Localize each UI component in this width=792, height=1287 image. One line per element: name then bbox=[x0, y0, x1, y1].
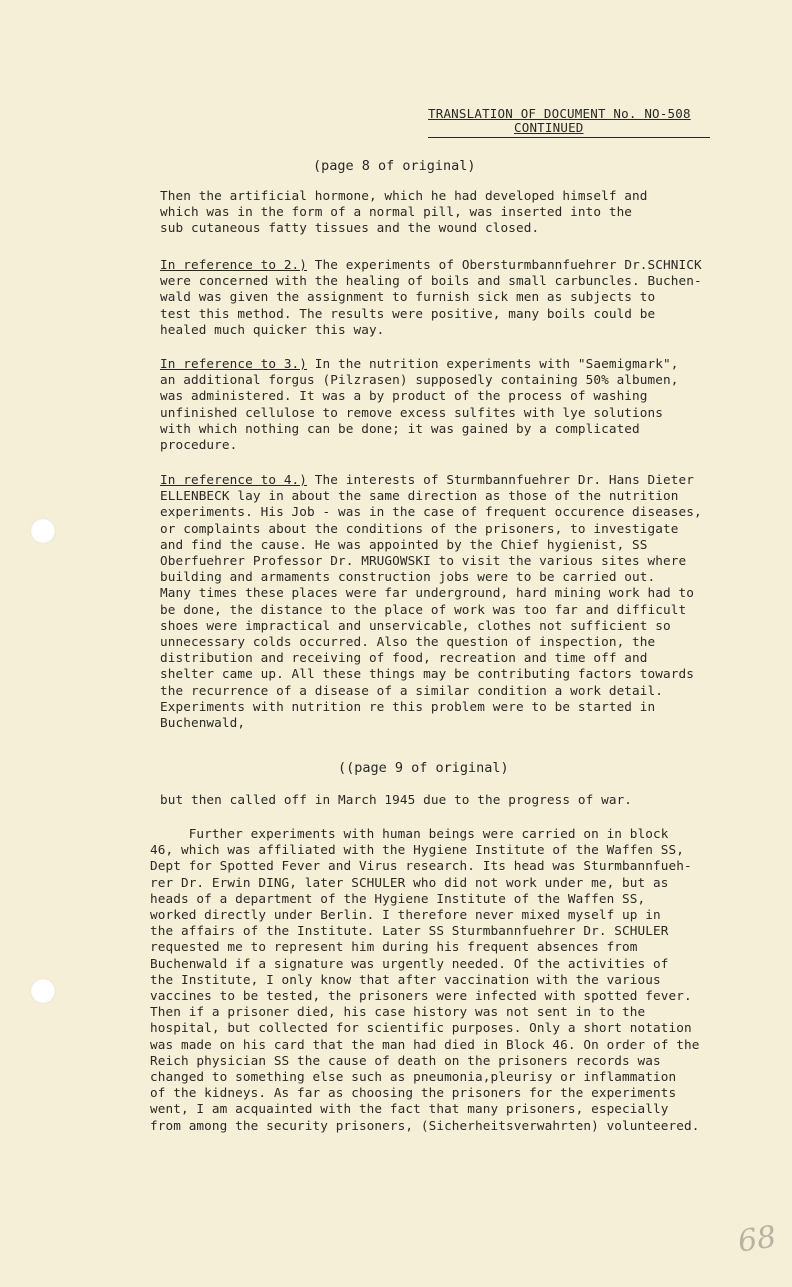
text-line: 46, which was affiliated with the Hygiene Institute of the Waffen SS, bbox=[150, 842, 684, 858]
text-line: unfinished cellulose to remove excess sulfites with lye solutions bbox=[160, 404, 664, 420]
text-line: shoes were impractical and unservicable, clothes not sufficient so bbox=[160, 617, 671, 633]
reference-heading: In reference to 3.) bbox=[160, 356, 308, 371]
text-line bbox=[160, 257, 743, 273]
text-line: with which nothing can be done; it was gained by a complicated bbox=[160, 420, 640, 436]
text-line: building and armaments construction jobs were to be carried out. bbox=[160, 569, 656, 585]
paragraph-1 bbox=[160, 188, 743, 237]
page-marker-9: ((page 9 of original) bbox=[338, 760, 509, 776]
text-line: worked directly under Berlin. I therefore never mixed myself up in bbox=[150, 907, 661, 923]
text-line: of the kidneys. As far as choosing the prisoners for the experiments bbox=[150, 1085, 677, 1101]
text-segment: In the nutrition experiments with "Saemigmark", bbox=[307, 356, 679, 371]
text-line: wald was given the assignment to furnish sick men as subjects to bbox=[160, 289, 656, 305]
text-line: Oberfuehrer Professor Dr. MRUGOWSKI to visit the various sites where bbox=[160, 553, 687, 569]
text-line: an additional forgus (Pilzrasen) supposedly containing 50% albumen, bbox=[160, 372, 679, 388]
text-line: distribution and receiving of food, recreation and time off and bbox=[160, 650, 648, 666]
text-line: unnecessary colds occurred. Also the question of inspection, the bbox=[160, 634, 656, 650]
document-header bbox=[428, 107, 713, 138]
text-line: the recurrence of a disease of a similar condition a work detail. bbox=[160, 682, 664, 698]
paragraph-reference-2 bbox=[160, 257, 743, 338]
text-line: were concerned with the healing of boils and small carbuncles. Buchen- bbox=[160, 273, 702, 289]
text-line: Then if a prisoner died, his case history was not sent in to the bbox=[150, 1004, 646, 1020]
text-line: but then called off in March 1945 due to the progress of war. bbox=[160, 792, 633, 807]
text-line: was made on his card that the man had died in Block 46. On order of the bbox=[150, 1036, 700, 1052]
paragraph-reference-3 bbox=[160, 356, 743, 453]
text-line: Buchenwald if a signature was urgently needed. Of the activities of bbox=[150, 955, 669, 971]
reference-heading: In reference to 4.) bbox=[160, 472, 308, 487]
text-line: rer Dr. Erwin DING, later SCHULER who did not work under me, but as bbox=[150, 874, 669, 890]
text-line: Then the artificial hormone, which he had developed himself and bbox=[160, 188, 648, 203]
text-segment: The experiments of Obersturmbannfuehrer Dr.SCHNICK bbox=[307, 257, 702, 272]
text-line bbox=[160, 472, 743, 488]
text-line: requested me to represent him during his frequent absences from bbox=[150, 939, 638, 955]
text-line: went, I am acquainted with the fact that many prisoners, especially bbox=[150, 1101, 669, 1117]
text-line: Dept for Spotted Fever and Virus research. Its head was Sturmbannfueh- bbox=[150, 858, 692, 874]
text-line: changed to something else such as pneumonia,pleurisy or inflammation bbox=[150, 1069, 677, 1085]
text-line: Many times these places were far underground, hard mining work had to bbox=[160, 585, 694, 601]
paragraph-6 bbox=[150, 826, 742, 1134]
text-line: which was in the form of a normal pill, was inserted into the bbox=[160, 204, 633, 220]
text-line: sub cutaneous fatty tissues and the wound closed. bbox=[160, 220, 540, 236]
text-line: the affairs of the Institute. Later SS Sturmbannfuehrer Dr. SCHULER bbox=[150, 923, 669, 939]
text-line: from among the security prisoners, (Sicherheitsverwahrten) volunteered. bbox=[150, 1117, 700, 1133]
punch-hole-top bbox=[30, 518, 56, 544]
header-continued: CONTINUED bbox=[514, 120, 584, 135]
text-line: ELLENBECK lay in about the same direction as those of the nutrition bbox=[160, 488, 679, 504]
text-line: hospital, but collected for scientific purposes. Only a short notation bbox=[150, 1020, 692, 1036]
text-line: Reich physician SS the cause of death on the prisoners records was bbox=[150, 1052, 661, 1068]
text-line: the Institute, I only know that after vaccination with the various bbox=[150, 971, 661, 987]
reference-heading: In reference to 2.) bbox=[160, 257, 308, 272]
text-segment: The interests of Sturmbannfuehrer Dr. Hans Dieter bbox=[307, 472, 694, 487]
text-line: Experiments with nutrition re this problem were to be started in bbox=[160, 698, 656, 714]
header-rule bbox=[428, 137, 710, 138]
header-title: TRANSLATION OF DOCUMENT No. NO-508 bbox=[428, 106, 691, 121]
text-line: Further experiments with human beings were carried on in block bbox=[150, 826, 669, 841]
text-line: or complaints about the conditions of the prisoners, to investigate bbox=[160, 520, 679, 536]
text-line: healed much quicker this way. bbox=[160, 321, 385, 337]
paragraph-reference-4 bbox=[160, 472, 743, 731]
text-line: experiments. His Job - was in the case of frequent occurence diseases, bbox=[160, 504, 702, 520]
text-line: Buchenwald, bbox=[160, 715, 246, 731]
punch-hole-bottom bbox=[30, 978, 56, 1004]
text-line: was administered. It was a by product of the process of washing bbox=[160, 388, 648, 404]
text-line: procedure. bbox=[160, 437, 238, 453]
text-line: and find the cause. He was appointed by the Chief hygienist, SS bbox=[160, 536, 648, 552]
text-line: shelter came up. All these things may be contributing factors towards bbox=[160, 666, 694, 682]
paragraph-5 bbox=[160, 792, 743, 808]
text-line: heads of a department of the Hygiene Institute of the Waffen SS, bbox=[150, 890, 646, 906]
text-line: be done, the distance to the place of work was too far and difficult bbox=[160, 601, 687, 617]
handwritten-page-number: 68 bbox=[735, 1219, 779, 1260]
text-line: vaccines to be tested, the prisoners were infected with spotted fever. bbox=[150, 988, 692, 1004]
text-line: test this method. The results were positive, many boils could be bbox=[160, 305, 656, 321]
text-line bbox=[160, 356, 743, 372]
page-marker-8: (page 8 of original) bbox=[313, 158, 476, 174]
